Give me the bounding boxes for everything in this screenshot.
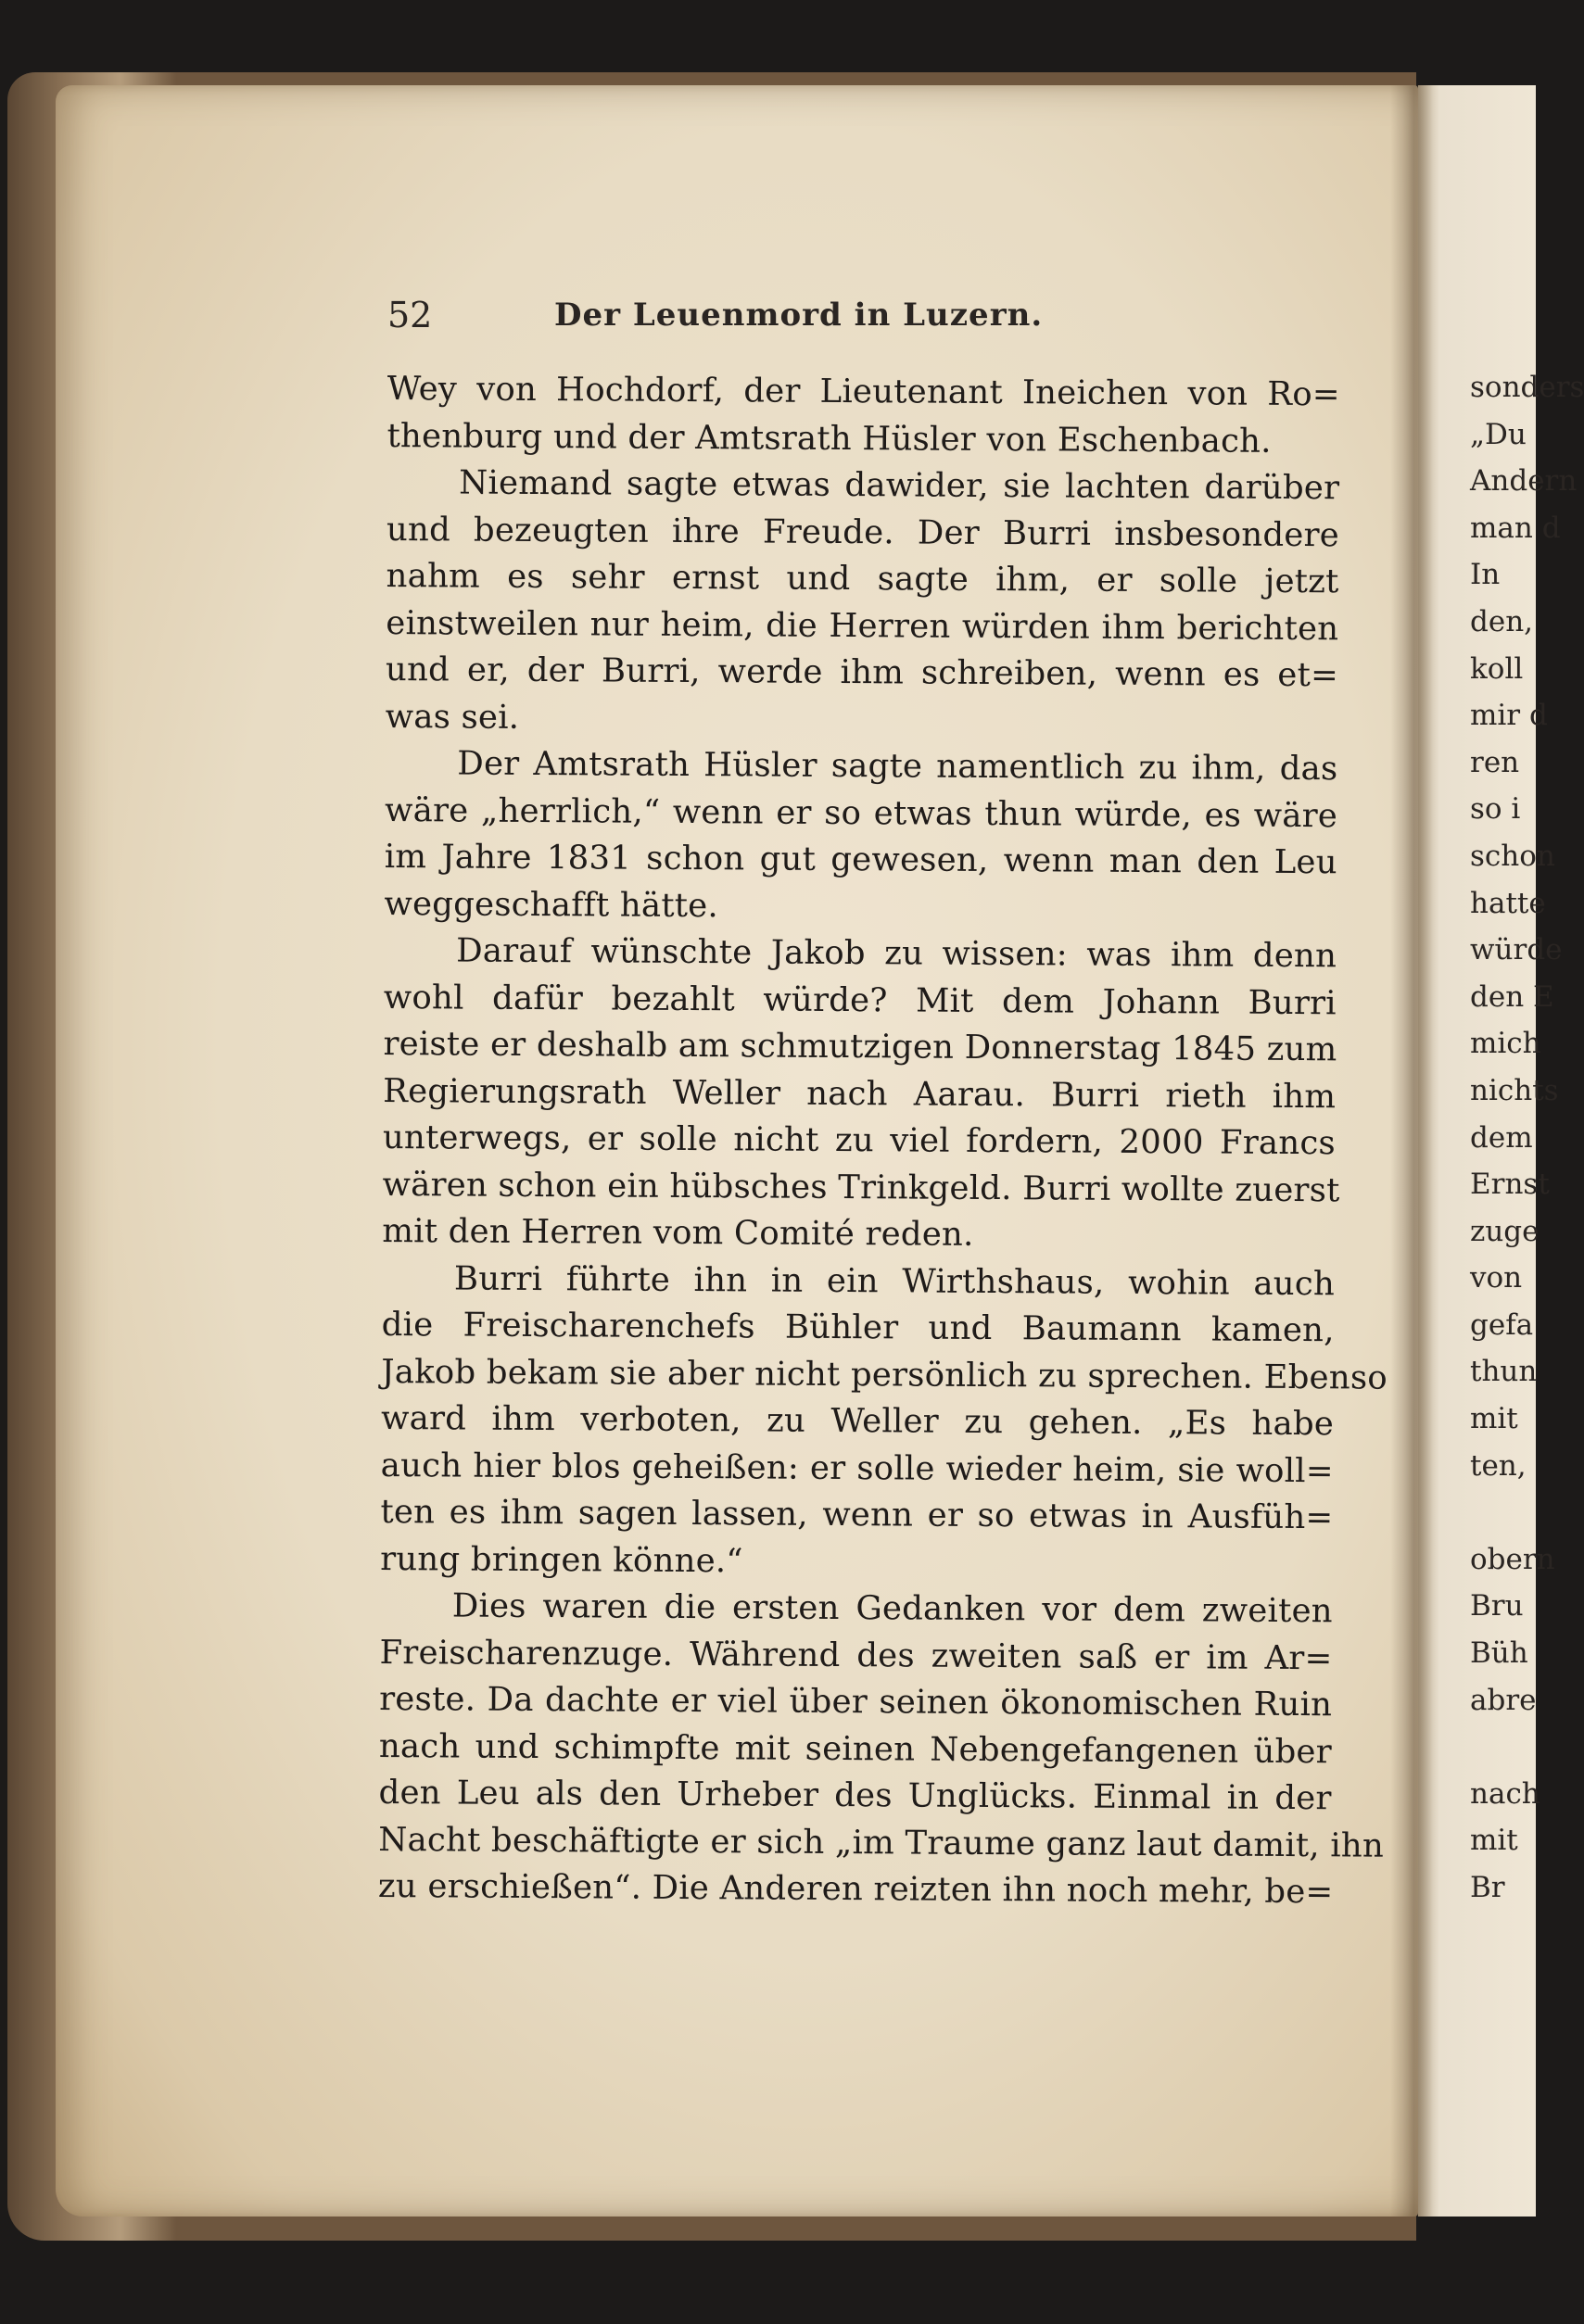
text-line: und er, der Burri, werde ihm schreiben, wenn es et= bbox=[385, 650, 1339, 695]
text-line: zu erschießen“. Die Anderen reizten ihn noch mehr, be= bbox=[377, 1866, 1334, 1912]
facing-page-fragment: thun bbox=[1470, 1355, 1538, 1389]
page-header bbox=[387, 295, 1340, 341]
text-line: nach und schimpfte mit seinen Nebengefangenen über bbox=[378, 1726, 1333, 1771]
text-line: und bezeugten ihre Freude. Der Burri insbesondere bbox=[386, 510, 1340, 554]
facing-page-fragment: nach bbox=[1470, 1776, 1540, 1811]
facing-page-fragment: würde bbox=[1470, 933, 1563, 967]
text-line: einstweilen nur heim, die Herren würden ihm berichten bbox=[386, 603, 1339, 648]
facing-page-fragment: hatte bbox=[1470, 886, 1546, 920]
facing-page-fragment: „Du bbox=[1470, 417, 1527, 451]
text-line: Wey von Hochdorf, der Lieutenant Ineichen von Ro= bbox=[386, 369, 1340, 414]
facing-page-fragment: koll bbox=[1470, 651, 1524, 686]
text-line: die Freischarenchefs Bühler und Baumann kamen, bbox=[381, 1305, 1335, 1350]
text-line: Der Amtsrath Hüsler sagte namentlich zu ihm, das bbox=[457, 744, 1338, 789]
facing-page-fragment: mit bbox=[1470, 1824, 1518, 1858]
text-line: wohl dafür bezahlt würde? Mit dem Johann Burri bbox=[383, 978, 1337, 1022]
text-line: Nacht beschäftigte er sich „im Traume ganz laut damit, ihn bbox=[378, 1820, 1385, 1865]
facing-page-fragment: den, bbox=[1470, 604, 1534, 638]
text-line: auch hier blos geheißen: er solle wieder heim, sie woll= bbox=[380, 1446, 1334, 1490]
text-line: mit den Herren vom Comité reden. bbox=[382, 1211, 974, 1254]
facing-page-fragment: nichts bbox=[1470, 1073, 1559, 1107]
text-line: reiste er deshalb am schmutzigen Donnerstag 1845 zum bbox=[383, 1024, 1337, 1069]
facing-page-fragment: man d bbox=[1470, 511, 1561, 545]
facing-page-fragment: Br bbox=[1470, 1871, 1505, 1904]
facing-page-fragment: dem bbox=[1470, 1120, 1533, 1155]
facing-page-fragment: mich bbox=[1470, 1027, 1541, 1061]
text-line: thenburg und der Amtsrath Hüsler von Eschenbach. bbox=[386, 416, 1272, 461]
text-line: den Leu als den Urheber des Unglücks. Einmal in der bbox=[378, 1773, 1332, 1818]
text-line: Regierungsrath Weller nach Aarau. Burri rieth ihm bbox=[383, 1071, 1337, 1116]
body-text bbox=[377, 366, 1388, 1916]
facing-page-text bbox=[1470, 364, 1584, 1912]
facing-page-fragment bbox=[1470, 1489, 1535, 1536]
facing-page-fragment: ten, bbox=[1470, 1448, 1527, 1483]
facing-page-fragment: mir d bbox=[1470, 699, 1548, 733]
facing-page-fragment: den E bbox=[1470, 979, 1554, 1014]
facing-page-fragment: schon bbox=[1470, 839, 1555, 873]
facing-page-fragment: von bbox=[1470, 1261, 1523, 1295]
facing-page-fragment: ren bbox=[1470, 745, 1520, 779]
text-line: Dies waren die ersten Gedanken vor dem zweiten bbox=[451, 1586, 1333, 1631]
text-line: im Jahre 1831 schon gut gewesen, wenn man den Leu bbox=[384, 837, 1337, 882]
text-line: Burri führte ihn in ein Wirthshaus, wohin auch bbox=[453, 1258, 1336, 1303]
text-line: weggeschafft hätte. bbox=[384, 884, 719, 925]
page-number: 52 bbox=[387, 295, 433, 335]
running-head: Der Leuenmord in Luzern. bbox=[554, 297, 1044, 334]
facing-page-fragment: abre bbox=[1470, 1683, 1537, 1717]
page-gutter bbox=[1390, 85, 1433, 2217]
text-line: rung bringen könne.“ bbox=[380, 1539, 743, 1580]
facing-page-fragment: obern bbox=[1470, 1542, 1555, 1576]
text-line: Freischarenzuge. Während des zweiten saß er im Ar= bbox=[379, 1633, 1333, 1677]
facing-page-fragment: In bbox=[1470, 558, 1501, 592]
text-line: was sei. bbox=[385, 697, 520, 737]
text-line: ten es ihm sagen lassen, wenn er so etwas in Ausfüh= bbox=[380, 1492, 1334, 1537]
facing-page-fragment: Büh bbox=[1470, 1636, 1528, 1671]
text-line: reste. Da dachte er viel über seinen ökonomischen Ruin bbox=[379, 1679, 1333, 1724]
facing-page-fragment: gefa bbox=[1470, 1307, 1534, 1342]
text-line: Darauf wünschte Jakob zu wissen: was ihm denn bbox=[456, 931, 1337, 976]
text-line: Niemand sagte etwas dawider, sie lachten darüber bbox=[459, 463, 1340, 508]
text-line: nahm es sehr ernst und sagte ihm, er solle jetzt bbox=[386, 556, 1339, 601]
text-line: wären schon ein hübsches Trinkgeld. Burri wollte zuerst bbox=[382, 1165, 1340, 1209]
facing-page-fragment: so i bbox=[1470, 792, 1521, 827]
facing-page-fragment: Ernst bbox=[1470, 1168, 1550, 1202]
facing-page-fragment: zuge bbox=[1470, 1214, 1540, 1248]
facing-page-fragment: mit bbox=[1470, 1402, 1518, 1436]
text-line: ward ihm verboten, zu Weller zu gehen. „Es habe bbox=[380, 1398, 1335, 1444]
text-line: Jakob bekam sie aber nicht persönlich zu sprechen. Ebenso bbox=[381, 1352, 1388, 1397]
text-line: unterwegs, er solle nicht zu viel fordern, 2000 Francs bbox=[382, 1118, 1337, 1163]
facing-page-fragment: Andern bbox=[1470, 464, 1578, 499]
text-line: wäre „herrlich,“ wenn er so etwas thun würde, es wäre bbox=[384, 790, 1338, 835]
facing-page-fragment: Bru bbox=[1470, 1589, 1524, 1623]
facing-page-fragment bbox=[1470, 1724, 1535, 1771]
facing-page-fragment: sonders bbox=[1470, 371, 1584, 404]
